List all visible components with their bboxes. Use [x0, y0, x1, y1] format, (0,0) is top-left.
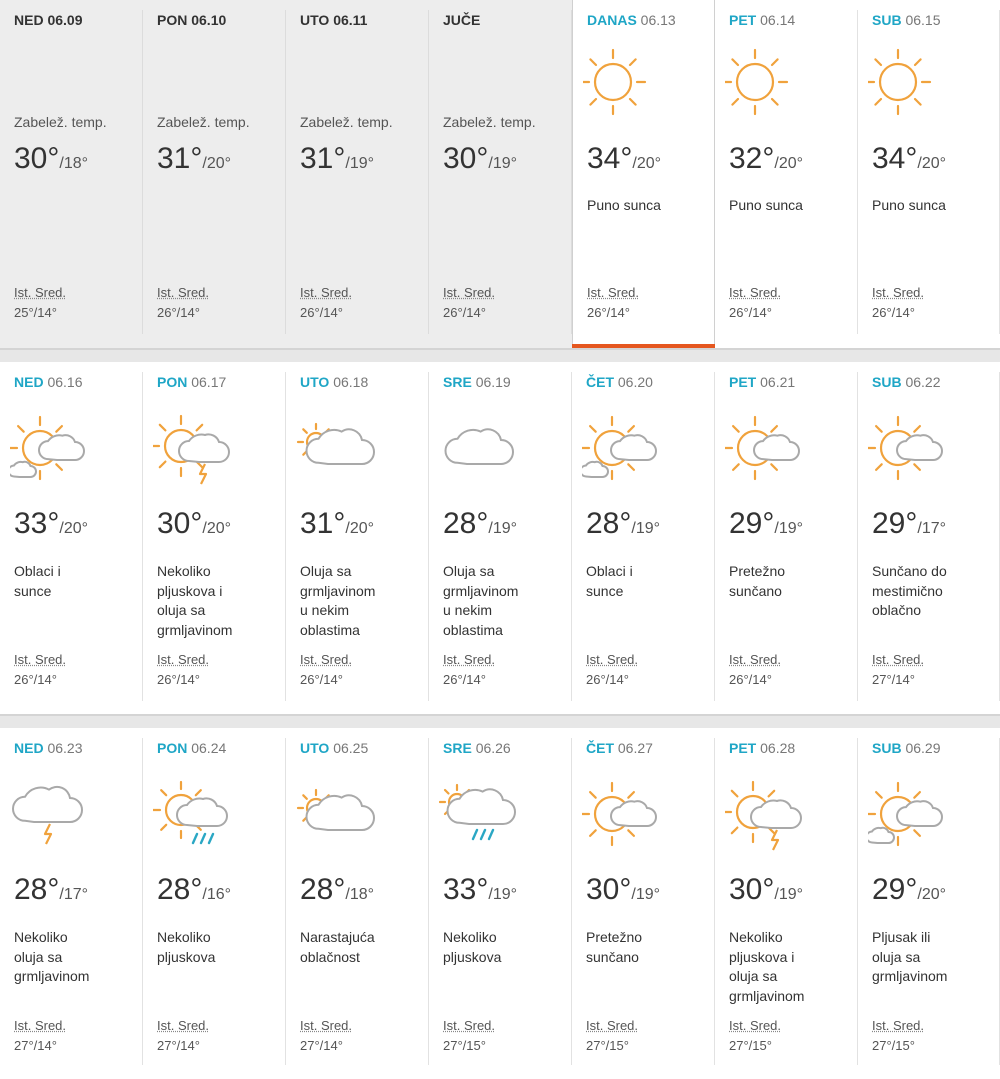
condition-line: oblastima — [300, 621, 360, 638]
condition-text — [443, 562, 563, 640]
temp-low: /20° — [345, 520, 375, 537]
temperature — [157, 142, 231, 176]
condition-text — [300, 928, 420, 967]
condition-line: grmljavinom — [300, 582, 376, 599]
condition-line: Nekoliko — [157, 563, 211, 579]
historical-average — [443, 1016, 495, 1056]
avg-label[interactable]: Ist. Sred. — [443, 285, 496, 300]
sun-clouds-icon — [582, 406, 672, 486]
historical-average — [872, 650, 924, 690]
avg-value: 26°/14° — [729, 672, 772, 687]
day-cell[interactable] — [286, 728, 429, 1079]
avg-label[interactable]: Ist. Sred. — [14, 652, 67, 667]
forecast-row-3 — [0, 728, 1000, 1079]
temp-low: /19° — [488, 155, 518, 172]
condition-line: pljuskova — [443, 948, 502, 965]
avg-label[interactable]: Ist. Sred. — [157, 1018, 210, 1033]
avg-value: 26°/14° — [587, 305, 630, 320]
day-header — [157, 374, 226, 390]
day-name: UTO — [300, 374, 330, 390]
condition-line: grmljavinom — [14, 968, 90, 984]
avg-label[interactable]: Ist. Sred. — [157, 652, 210, 667]
avg-label[interactable]: Ist. Sred. — [14, 285, 67, 300]
historical-average — [14, 650, 66, 690]
temp-high: 28° — [14, 873, 60, 906]
temp-low: /19° — [774, 886, 804, 903]
day-header — [300, 374, 368, 390]
day-date: 06.26 — [475, 740, 511, 756]
sun-icon — [868, 40, 958, 120]
day-cell[interactable] — [858, 362, 1000, 715]
day-header — [872, 740, 941, 756]
temp-low: /16° — [202, 886, 232, 903]
day-date: 06.13 — [640, 12, 676, 28]
temp-low: /20° — [59, 520, 89, 537]
day-header — [872, 374, 941, 390]
temp-high: 28° — [443, 507, 489, 540]
condition-line: pljuskova i — [729, 948, 795, 965]
condition-line: oblačnost — [300, 948, 360, 965]
condition-line: oblastima — [443, 621, 503, 638]
condition-line: Nekoliko — [443, 929, 497, 945]
day-date: 06.29 — [905, 740, 941, 756]
historical-average — [729, 1016, 781, 1056]
avg-value: 25°/14° — [14, 305, 57, 320]
day-name: NED — [14, 374, 44, 390]
day-header — [587, 12, 676, 28]
day-header — [14, 374, 83, 390]
condition-text — [586, 928, 706, 967]
historical-average — [872, 1016, 924, 1056]
historical-average — [586, 1016, 638, 1056]
day-date: 06.22 — [905, 374, 941, 390]
condition-line: Nekoliko — [14, 929, 68, 945]
day-name: ČET — [586, 374, 614, 390]
day-name: UTO — [300, 12, 330, 28]
condition-line: grmljavinom — [872, 968, 948, 984]
temperature — [872, 873, 946, 907]
avg-value: 26°/14° — [443, 672, 486, 687]
historical-average — [157, 1016, 209, 1056]
historical-average — [157, 283, 209, 323]
day-date: 06.11 — [333, 12, 368, 28]
condition-line: oluja sa — [729, 968, 778, 984]
day-date: 06.10 — [191, 12, 227, 28]
day-header — [443, 740, 511, 756]
temp-low: /19° — [774, 520, 804, 537]
day-cell[interactable] — [286, 362, 429, 715]
temperature — [14, 873, 88, 907]
avg-label[interactable]: Ist. Sred. — [872, 1018, 925, 1033]
sun-clouds-icon — [10, 406, 100, 486]
temp-low: /18° — [345, 886, 375, 903]
temp-high: 32° — [729, 142, 775, 175]
temp-high: 30° — [586, 873, 632, 906]
day-header — [586, 740, 653, 756]
row-separator — [0, 714, 1000, 728]
condition-line: oluja sa — [872, 948, 921, 965]
day-date: 06.15 — [905, 12, 941, 28]
sun-cloud-icon — [868, 406, 958, 486]
condition-text — [872, 562, 992, 621]
temp-high: 30° — [157, 507, 203, 540]
condition-text — [443, 928, 563, 967]
sun-icon — [583, 40, 673, 120]
day-date: 06.24 — [191, 740, 227, 756]
temp-low: /18° — [59, 155, 89, 172]
condition-line: Nekoliko — [157, 929, 211, 945]
temp-low: /19° — [488, 520, 518, 537]
temp-high: 34° — [587, 142, 633, 175]
condition-text — [587, 196, 707, 216]
historical-average — [443, 283, 495, 323]
condition-line: Puno sunca — [729, 197, 803, 213]
condition-line: oblačno — [872, 602, 922, 618]
recorded-temp-label: Zabelež. temp. — [300, 114, 393, 130]
condition-text — [14, 928, 134, 987]
avg-value: 27°/15° — [872, 1038, 915, 1053]
condition-line: sunčano — [729, 582, 782, 599]
temp-low: /19° — [631, 520, 661, 537]
day-cell[interactable] — [572, 0, 715, 348]
condition-text — [872, 928, 992, 987]
condition-text — [300, 562, 420, 640]
day-name: NED — [14, 740, 44, 756]
day-header — [157, 740, 226, 756]
temp-low: /17° — [917, 520, 947, 537]
temperature — [157, 873, 231, 907]
day-date: 06.23 — [47, 740, 83, 756]
cloud-icon — [439, 406, 529, 486]
temperature — [14, 507, 88, 541]
condition-line: mestimično — [872, 582, 943, 599]
condition-line: u nekim — [300, 602, 350, 618]
avg-label[interactable]: Ist. Sred. — [872, 285, 925, 300]
temp-low: /20° — [202, 520, 232, 537]
avg-value: 27°/15° — [443, 1038, 486, 1053]
avg-value: 26°/14° — [157, 672, 200, 687]
historical-average — [586, 650, 638, 690]
day-header — [872, 12, 941, 28]
avg-value: 26°/14° — [157, 305, 200, 320]
temperature — [300, 873, 374, 907]
temp-high: 31° — [300, 142, 346, 175]
day-name: SUB — [872, 12, 902, 28]
day-name: PON — [157, 12, 188, 28]
temp-high: 29° — [872, 873, 918, 906]
avg-label[interactable]: Ist. Sred. — [443, 1018, 496, 1033]
condition-line: Sunčano do — [872, 563, 947, 579]
sun-cloud-icon — [725, 406, 815, 486]
condition-line: sunčano — [586, 948, 639, 965]
avg-value: 26°/14° — [872, 305, 915, 320]
forecast-row-2 — [0, 362, 1000, 715]
condition-line: Pretežno — [586, 929, 643, 945]
avg-label[interactable]: Ist. Sred. — [14, 1018, 67, 1033]
condition-line: oluja sa — [157, 602, 206, 618]
temp-high: 34° — [872, 142, 918, 175]
day-cell[interactable] — [858, 728, 1000, 1079]
recorded-temp-label: Zabelež. temp. — [157, 114, 250, 130]
cloud-lightning-icon — [10, 772, 100, 852]
condition-line: Nekoliko — [729, 929, 783, 945]
temp-high: 33° — [14, 507, 60, 540]
temperature — [443, 142, 517, 176]
day-name: PON — [157, 374, 188, 390]
avg-value: 26°/14° — [729, 305, 772, 320]
cloud-small-sun-icon — [296, 406, 386, 486]
day-cell[interactable] — [715, 728, 858, 1079]
temp-high: 30° — [14, 142, 60, 175]
sun-icon — [725, 40, 815, 120]
day-date: 06.16 — [47, 374, 83, 390]
temperature — [872, 142, 946, 176]
day-name: PET — [729, 374, 757, 390]
avg-value: 27°/15° — [586, 1038, 629, 1053]
condition-text — [157, 928, 277, 967]
avg-value: 26°/14° — [443, 305, 486, 320]
temperature — [14, 142, 88, 176]
condition-text — [157, 562, 277, 640]
condition-line: Pretežno — [729, 563, 786, 579]
historical-average — [587, 283, 639, 323]
condition-text — [729, 196, 849, 216]
avg-label[interactable]: Ist. Sred. — [587, 285, 640, 300]
condition-line: Oluja sa — [443, 563, 495, 579]
day-header — [14, 740, 83, 756]
temp-low: /17° — [59, 886, 89, 903]
historical-average — [729, 283, 781, 323]
avg-value: 27°/14° — [157, 1038, 200, 1053]
historical-average — [14, 283, 66, 323]
day-header — [14, 12, 83, 28]
sun-cloud-lightning-icon — [725, 772, 815, 852]
day-date: 06.17 — [191, 374, 227, 390]
condition-line: grmljavinom — [157, 621, 233, 638]
condition-line: sunce — [14, 582, 52, 599]
day-cell[interactable] — [715, 0, 858, 348]
sun-clouds-icon — [868, 772, 958, 852]
sun-cloud-rain-icon — [153, 772, 243, 852]
day-name: SRE — [443, 374, 472, 390]
day-date: 06.09 — [47, 12, 83, 28]
temperature — [157, 507, 231, 541]
day-cell[interactable] — [429, 728, 572, 1079]
sun-cloud-lightning-icon — [153, 406, 243, 486]
temperature — [300, 507, 374, 541]
forecast-row-1 — [0, 0, 1000, 348]
temp-low: /20° — [202, 155, 232, 172]
temp-high: 29° — [872, 507, 918, 540]
day-header — [300, 12, 367, 28]
avg-label[interactable]: Ist. Sred. — [729, 285, 782, 300]
day-header — [729, 740, 795, 756]
temp-low: /20° — [632, 155, 662, 172]
day-name: PET — [729, 12, 757, 28]
condition-text — [586, 562, 706, 601]
day-header — [586, 374, 653, 390]
temperature — [443, 507, 517, 541]
day-cell[interactable] — [143, 362, 286, 715]
day-header — [443, 12, 480, 28]
day-cell[interactable] — [572, 728, 715, 1079]
avg-label[interactable]: Ist. Sred. — [729, 652, 782, 667]
temperature — [586, 873, 660, 907]
day-name: DANAS — [587, 12, 637, 28]
day-name: ČET — [586, 740, 614, 756]
temperature — [729, 873, 803, 907]
temp-low: /20° — [774, 155, 804, 172]
condition-line: Puno sunca — [587, 197, 661, 213]
avg-value: 26°/14° — [586, 672, 629, 687]
temp-high: 30° — [729, 873, 775, 906]
condition-line: grmljavinom — [443, 582, 519, 599]
historical-average — [14, 1016, 66, 1056]
day-date: 06.14 — [760, 12, 796, 28]
avg-value: 26°/14° — [14, 672, 57, 687]
day-cell[interactable] — [286, 0, 429, 348]
day-name: PON — [157, 740, 188, 756]
day-cell[interactable] — [143, 0, 286, 348]
temperature — [300, 142, 374, 176]
temp-high: 30° — [443, 142, 489, 175]
condition-line: u nekim — [443, 602, 493, 618]
day-cell[interactable] — [0, 362, 143, 715]
historical-average — [300, 283, 352, 323]
condition-line: Oblaci i — [14, 563, 61, 579]
historical-average — [729, 650, 781, 690]
day-date: 06.20 — [617, 374, 653, 390]
avg-label[interactable]: Ist. Sred. — [872, 652, 925, 667]
historical-average — [443, 650, 495, 690]
day-cell[interactable] — [429, 0, 572, 348]
temp-low: /19° — [488, 886, 518, 903]
avg-label[interactable]: Ist. Sred. — [300, 652, 353, 667]
condition-text — [872, 196, 992, 216]
avg-label[interactable]: Ist. Sred. — [586, 652, 639, 667]
recorded-temp-label: Zabelež. temp. — [443, 114, 536, 130]
condition-line: Oluja sa — [300, 563, 352, 579]
day-cell[interactable] — [429, 362, 572, 715]
day-date: 06.28 — [760, 740, 796, 756]
day-name: SUB — [872, 374, 902, 390]
day-cell[interactable] — [0, 0, 143, 348]
avg-label[interactable]: Ist. Sred. — [300, 1018, 353, 1033]
temp-low: /20° — [917, 155, 947, 172]
row-separator — [0, 348, 1000, 362]
avg-value: 26°/14° — [300, 672, 343, 687]
historical-average — [300, 1016, 352, 1056]
day-date: 06.21 — [760, 374, 796, 390]
condition-line: Pljusak ili — [872, 929, 931, 945]
temp-high: 33° — [443, 873, 489, 906]
avg-label[interactable]: Ist. Sred. — [729, 1018, 782, 1033]
temp-high: 31° — [300, 507, 346, 540]
condition-line: Narastajuća — [300, 929, 375, 945]
temperature — [586, 507, 660, 541]
avg-value: 27°/14° — [300, 1038, 343, 1053]
temperature — [872, 507, 946, 541]
sun-cloud-icon — [582, 772, 672, 852]
day-header — [729, 12, 795, 28]
cloud-small-sun-icon — [296, 772, 386, 852]
day-name: NED — [14, 12, 44, 28]
temp-low: /19° — [631, 886, 661, 903]
cloud-small-sun-rain-icon — [439, 772, 529, 852]
condition-line: sunce — [586, 582, 624, 599]
condition-line: Oblaci i — [586, 563, 633, 579]
temperature — [443, 873, 517, 907]
temperature — [729, 142, 803, 176]
day-cell[interactable] — [715, 362, 858, 715]
temp-high: 28° — [157, 873, 203, 906]
day-cell[interactable] — [143, 728, 286, 1079]
day-cell[interactable] — [0, 728, 143, 1079]
condition-line: pljuskova i — [157, 582, 223, 599]
avg-label[interactable]: Ist. Sred. — [157, 285, 210, 300]
avg-label[interactable]: Ist. Sred. — [300, 285, 353, 300]
temp-high: 31° — [157, 142, 203, 175]
day-header — [157, 12, 226, 28]
day-cell[interactable] — [572, 362, 715, 715]
temp-low: /20° — [917, 886, 947, 903]
condition-line: grmljavinom — [729, 987, 805, 1004]
temperature — [729, 507, 803, 541]
day-header — [300, 740, 368, 756]
temp-high: 28° — [586, 507, 632, 540]
historical-average — [300, 650, 352, 690]
day-date: 06.25 — [333, 740, 369, 756]
avg-value: 27°/15° — [729, 1038, 772, 1053]
avg-label[interactable]: Ist. Sred. — [586, 1018, 639, 1033]
temp-high: 29° — [729, 507, 775, 540]
day-date: 06.18 — [333, 374, 369, 390]
temp-low: /19° — [345, 155, 375, 172]
avg-label[interactable]: Ist. Sred. — [443, 652, 496, 667]
recorded-temp-label: Zabelež. temp. — [14, 114, 107, 130]
avg-value: 27°/14° — [14, 1038, 57, 1053]
day-name: JUČE — [443, 12, 481, 28]
day-date: 06.27 — [617, 740, 653, 756]
avg-value: 26°/14° — [300, 305, 343, 320]
condition-text — [729, 562, 849, 601]
day-name: UTO — [300, 740, 330, 756]
temp-high: 28° — [300, 873, 346, 906]
condition-line: oluja sa — [14, 948, 63, 965]
day-header — [443, 374, 511, 390]
day-header — [729, 374, 795, 390]
day-date: 06.19 — [475, 374, 511, 390]
condition-line: Puno sunca — [872, 197, 946, 213]
historical-average — [157, 650, 209, 690]
condition-line: pljuskova — [157, 948, 216, 965]
historical-average — [872, 283, 924, 323]
condition-text — [14, 562, 134, 601]
day-name: SRE — [443, 740, 472, 756]
day-name: SUB — [872, 740, 902, 756]
temperature — [587, 142, 661, 176]
day-name: PET — [729, 740, 757, 756]
day-cell[interactable] — [858, 0, 1000, 348]
condition-text — [729, 928, 849, 1006]
avg-value: 27°/14° — [872, 672, 915, 687]
